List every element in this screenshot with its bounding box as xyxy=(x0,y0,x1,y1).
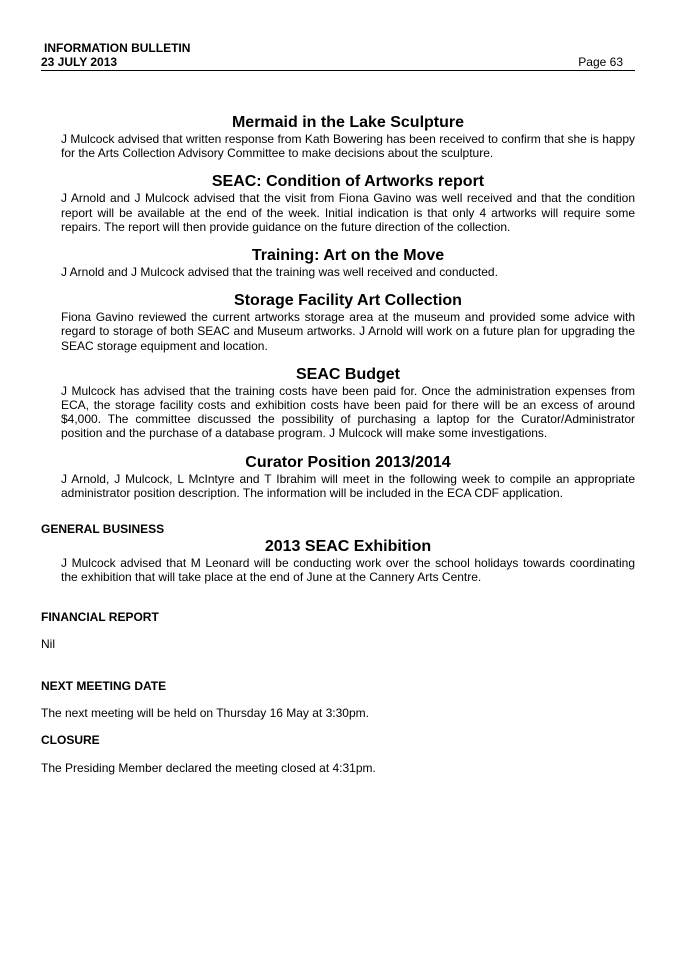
section-budget xyxy=(61,365,635,441)
section-condition-report xyxy=(61,172,635,234)
general-business-heading: GENERAL BUSINESS xyxy=(41,522,165,536)
header-row xyxy=(41,55,635,69)
header-divider xyxy=(41,70,635,71)
bulletin-date: 23 JULY 2013 xyxy=(41,55,118,69)
section-body: J Mulcock advised that written response from Kath Bowering has been received to confirm that she is happy for the Arts Collection Advisory Committee to make decisions about the sculpture. xyxy=(61,132,635,161)
page-header xyxy=(41,41,635,71)
section-title: 2013 SEAC Exhibition xyxy=(264,538,432,555)
financial-report-text: Nil xyxy=(41,637,55,651)
section-storage xyxy=(61,291,635,353)
section-body: J Arnold and J Mulcock advised that the training was well received and conducted. xyxy=(61,265,498,280)
section-title: SEAC Budget xyxy=(296,365,400,383)
closure-text: The Presiding Member declared the meeting closed at 4:31pm. xyxy=(41,761,376,775)
section-title: Mermaid in the Lake Sculpture xyxy=(231,114,465,131)
closure-heading: CLOSURE xyxy=(41,733,100,747)
section-body: Fiona Gavino reviewed the current artworks storage area at the museum and provided some advice with regard to storage of both SEAC and Museum artworks. J Arnold will work on a future plan for upgrading the SEAC storage equipment and location. xyxy=(61,310,635,353)
section-body: J Mulcock advised that M Leonard will be conducting work over the school holidays towards coordinating the exhibition that will take place at the end of June at the Cannery Arts Centre. xyxy=(61,556,635,585)
section-exhibition xyxy=(61,537,635,596)
section-title: SEAC: Condition of Artworks report xyxy=(211,173,485,191)
section-title: Curator Position 2013/2014 xyxy=(245,453,451,471)
section-body: J Arnold and J Mulcock advised that the visit from Fiona Gavino was well received and that the condition report will be available at the end of the week. Initial indication is that only 4 artworks will require some repairs. The report will then provide guidance on the future direction of the collection. xyxy=(61,191,635,234)
page-number: Page 63 xyxy=(578,55,623,69)
section-training xyxy=(61,246,635,279)
section-title: Training: Art on the Move xyxy=(251,247,445,265)
financial-report-heading: FINANCIAL REPORT xyxy=(41,610,159,624)
next-meeting-heading: NEXT MEETING DATE xyxy=(41,679,167,693)
section-mermaid xyxy=(61,113,635,160)
section-body: J Mulcock has advised that the training costs have been paid for. Once the administration expenses from ECA, the storage facility costs and exhibition costs have been paid for there will be an excess of around $4,000. The committee discussed the possibility of purchasing a laptop for the Curator/Administrator position and the purchase of a database program. J Mulcock will make some investigations. xyxy=(61,383,635,441)
section-title: Storage Facility Art Collection xyxy=(234,292,462,310)
section-body: J Arnold, J Mulcock, L McIntyre and T Ibrahim will meet in the following week to compile an appropriate administrator position description. The information will be included in the ECA CDF application. xyxy=(61,471,635,500)
bulletin-title: INFORMATION BULLETIN xyxy=(44,41,191,55)
committee-sections xyxy=(61,113,635,512)
section-curator xyxy=(61,453,635,500)
next-meeting-text: The next meeting will be held on Thursday 16 May at 3:30pm. xyxy=(41,706,369,720)
